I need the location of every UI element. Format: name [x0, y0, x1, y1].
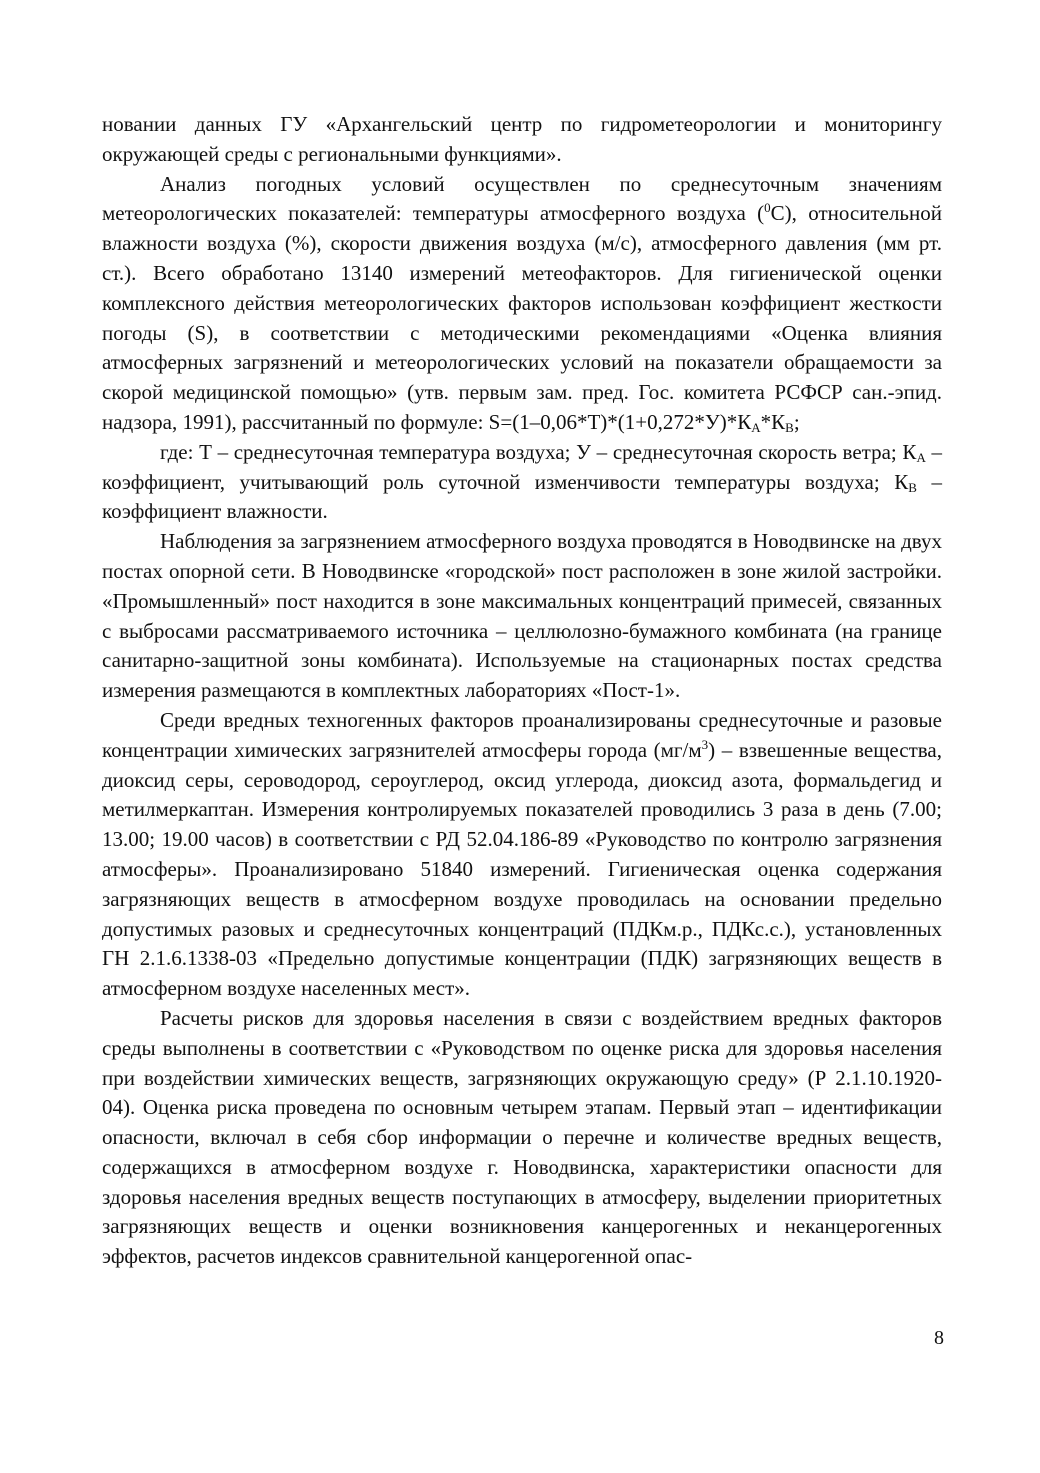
superscript: 3 [701, 736, 709, 752]
text-run: Анализ погодных условий осуществлен по среднесуточным значениям метеорологических показателей: температуры атмосферного воздуха ( [102, 171, 942, 226]
subscript: В [785, 419, 794, 435]
subscript: А [916, 449, 926, 465]
paragraph [102, 110, 942, 170]
text-run: Расчеты рисков для здоровья населения в связи с воздействием вредных факторов среды выполнены в соответствии с «Руководством по оценке риска для здоровья населения при воздействии химических веществ, загрязняющих окружающую среду» (Р 2.1.10.1920-04). Оценка риска проведена по основным четырем этапам. Первый этап – идентификации опасности, включал в себя сбор информации о перечне и количестве вредных веществ, содержащихся в атмосферном воздухе г. Новодвинска, характеристики опасности для здоровья населения вредных веществ поступающих в атмосферу, выделении приоритетных загрязняющих веществ и оценки возникновения канцерогенных и неканцерогенных эффектов, расчетов индексов сравнительной канцерогенной опас- [102, 1005, 942, 1269]
subscript: А [751, 419, 761, 435]
page-number: 8 [934, 1327, 944, 1349]
text-run: Среди вредных техногенных факторов проанализированы среднесуточные и разовые концентрации химических загрязнителей атмосферы города (мг/м [102, 707, 942, 762]
superscript: 0 [764, 200, 771, 216]
paragraph [102, 438, 942, 527]
text-run: Наблюдения за загрязнением атмосферного воздуха проводятся в Новодвинске на двух постах опорной сети. В Новодвинске «городской» пост расположен в зоне жилой застройки. «Промышленный» пост находится в зоне максимальных концентраций примесей, связанных с выбросами рассматриваемого источника – целлюлозно-бумажного комбината (на границе санитарно-защитной зоны комбината). Используемые на стационарных постах средства измерения размещаются в комплектных лабораториях «Пост-1». [102, 529, 942, 703]
text-run: где: Т – среднесуточная температура воздуха; У – среднесуточная скорость ветра; К [160, 439, 917, 464]
text-run: новании данных ГУ «Архангельский центр по гидрометеорологии и мониторингу окружающей среды с региональными функциями». [102, 112, 942, 166]
text-run: ; [793, 409, 800, 434]
text-run: С), относительной влажности воздуха (%), скорости движения воздуха (м/с), атмосферного давления (мм рт. ст.). Всего обработано 13140 измерений метеофакторов. Для гигиенической оценки комплексного действия метеорологических факторов использован коэффициент жесткости погоды (S), в соответствии с методическими рекомендациями «Оценка влияния атмосферных загрязнений и метеорологических условий на показатели обращаемости за скорой медицинской помощью» (утв. первым зам. пред. Гос. комитета РСФСР сан.-эпид. надзора, 1991), рассчитанный по формуле: S=(1–0,06*Т)*(1+0,272*У)*К [102, 201, 942, 434]
paragraph [102, 706, 942, 1004]
document-body [102, 110, 942, 1272]
text-run: *К [760, 409, 786, 434]
text-run: – коэффициент, учитывающий роль суточной изменчивости температуры воздуха; К [102, 439, 942, 494]
subscript: В [908, 479, 917, 495]
text-run: – коэффициент влажности. [102, 469, 943, 524]
paragraph [102, 527, 942, 706]
paragraph [102, 1004, 942, 1272]
paragraph [102, 170, 942, 438]
text-run: ) – взвешенные вещества, диоксид серы, сероводород, сероуглерод, оксид углерода, диоксид азота, формальдегид и метилмеркаптан. Измерения контролируемых показателей проводились 3 раза в день (7.00; 13.00; 19.00 часов) в соответствии с РД 52.04.186-89 «Руководство по контролю загрязнения атмосферы». Проанализировано 51840 измерений. Гигиеническая оценка содержания загрязняющих веществ в атмосферном воздухе проводилась на основании предельно допустимых разовых и среднесуточных концентраций (ПДКм.р., ПДКс.с.), установленных ГН 2.1.6.1338-03 «Предельно допустимые концентрации (ПДК) загрязняющих веществ в атмосферном воздухе населенных мест». [102, 737, 942, 1001]
